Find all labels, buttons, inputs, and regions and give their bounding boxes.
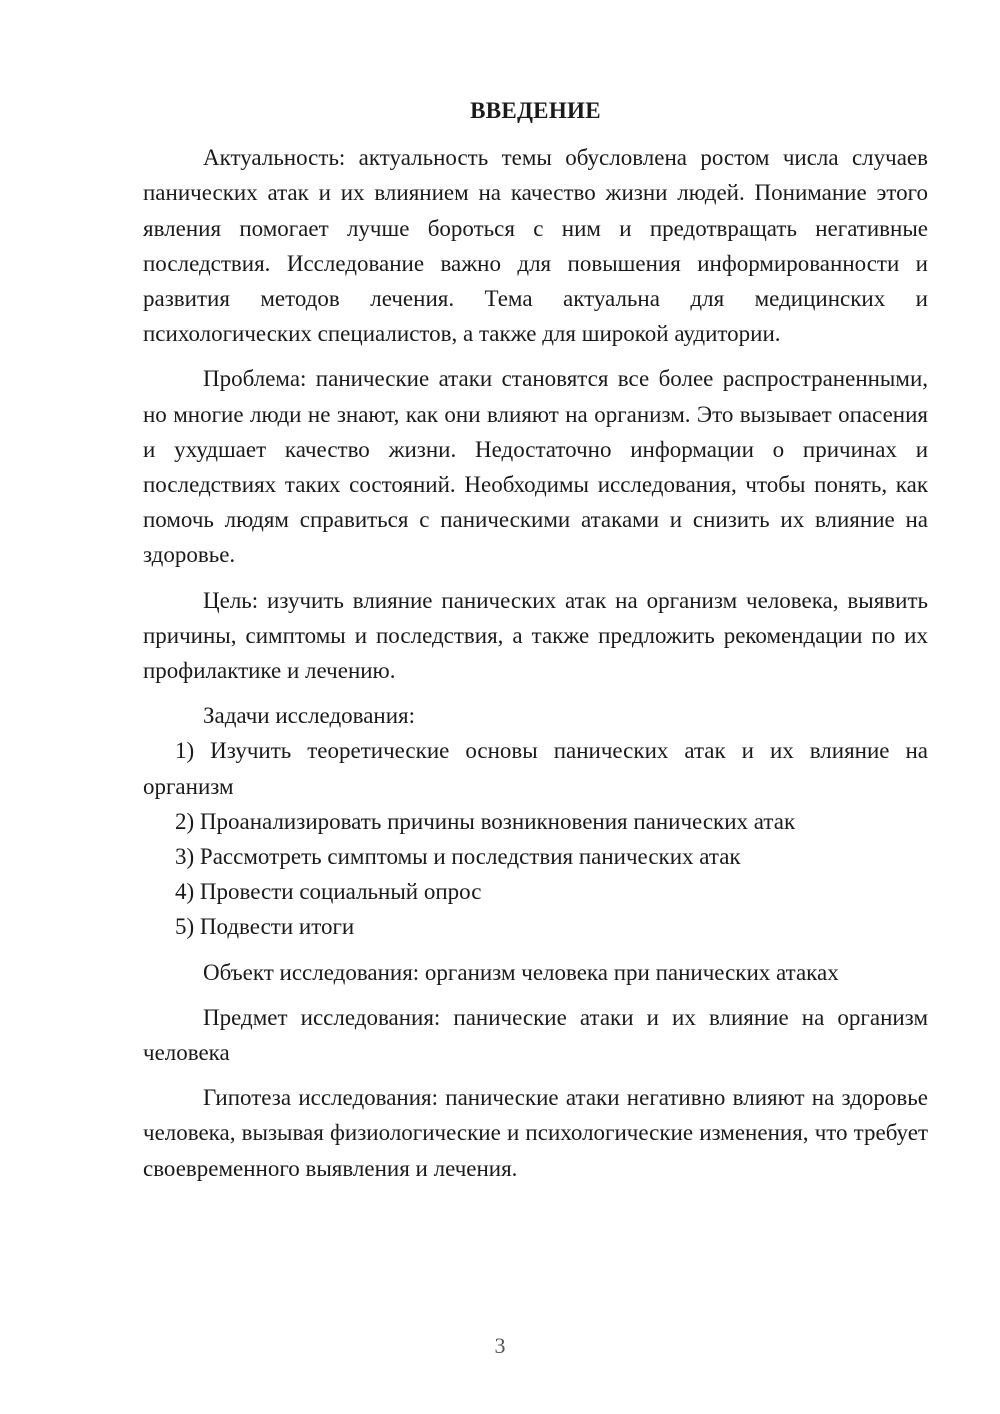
list-item: 3) Рассмотреть симптомы и последствия панических атак [175,844,741,870]
document-page [143,93,928,1186]
list-item: 5) Подвести итоги [175,914,355,940]
hypothesis-paragraph: Гипотеза исследования: панические атаки негативно влияют на здоровье человека, вызывая физиологические и психологические изменения, что требует своевременного выявления и лечения. [143,1085,928,1181]
relevance-paragraph: Актуальность: актуальность темы обусловлена ростом числа случаев панических атак и их влиянием на качество жизни людей. Понимание этого явления помогает лучше бороться с ним и предотвращать негативные последствия. Исследование важно для повышения информированности и развития методов лечения. Тема актуальна для медицинских и психологических специалистов, а также для широкой аудитории. [143,145,928,347]
page-number: 3 [494,1333,506,1358]
subject-paragraph: Предмет исследования: панические атаки и их влияние на организм человека [143,1004,928,1066]
list-item: 4) Провести социальный опрос [175,879,482,905]
object-paragraph: Объект исследования: организм человека при панических атаках [203,959,839,985]
tasks-list [143,733,928,944]
page-title: ВВЕДЕНИЕ [470,98,601,123]
problem-paragraph: Проблема: панические атаки становятся все более распространенными, но многие люди не знают, как они влияют на организм. Это вызывает опасения и ухудшает качество жизни. Недостаточно информации о причинах и последствиях таких состояний. Необходимы исследования, чтобы понять, как помочь людям справиться с паническими атаками и снизить их влияние на здоровье. [143,366,928,568]
goal-paragraph: Цель: изучить влияние панических атак на организм человека, выявить причины, симптомы и последствия, а также предложить рекомендации по их профилактике и лечению. [143,587,928,684]
tasks-heading: Задачи исследования: [203,703,416,729]
list-item: 1) Изучить теоретические основы панических атак и их влияние на организм [143,738,928,799]
list-item: 2) Проанализировать причины возникновения панических атак [175,808,796,834]
